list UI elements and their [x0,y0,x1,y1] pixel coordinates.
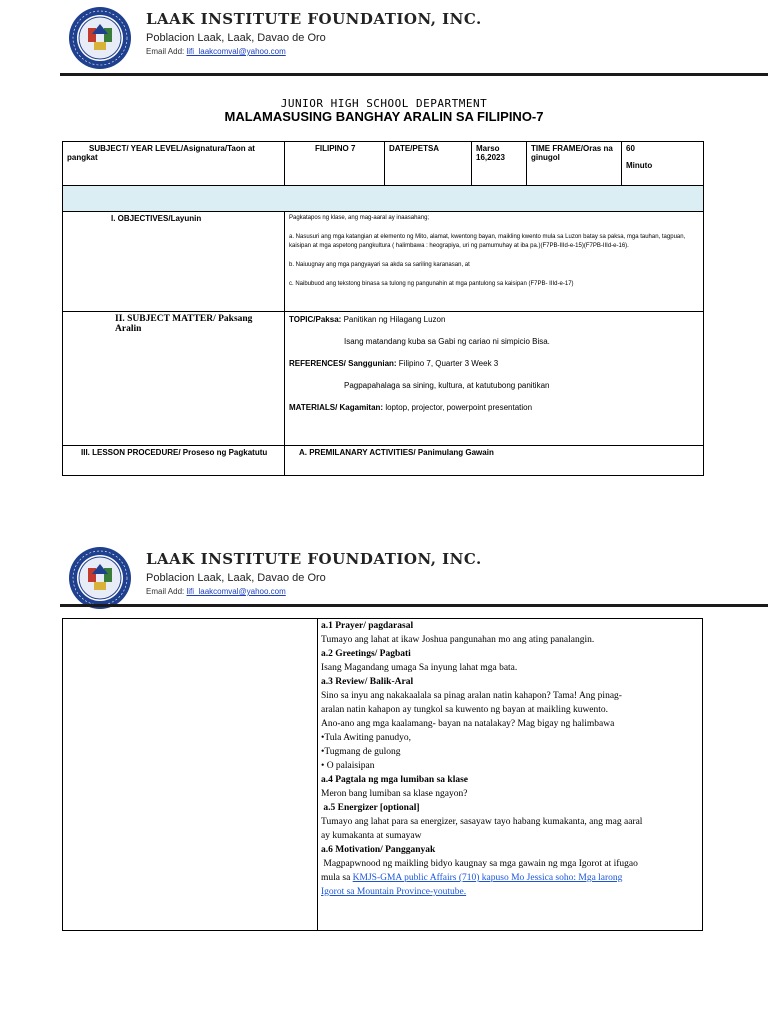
institution-address: Poblacion Laak, Laak, Davao de Oro [146,32,326,44]
blue-band-row [63,186,704,212]
motivation-text-1: Magpapwnood ng maikling bidyo kaugnay sa mga gawain ng mga Igorot at ifugao [321,859,638,869]
energizer-text-1: Tumayo ang lahat para sa energizer, sasayaw tayo habang kumakanta, ang mag aaral [321,817,643,827]
email-link[interactable]: lifi_laakcomval@yahoo.com [186,587,286,596]
objective-b: b. Naiuugnay ang mga pangyayari sa akda sa sariling karanasan, at [289,262,470,268]
materials-label: MATERIALS/ Kagamitan: [289,403,384,412]
value-statement: Pagpapahalaga sa sining, kultura, at katutubong panitikan [344,381,550,390]
review-text-2: aralan natin kahapon ay tungkol sa kuwento ng bayan at maikling kuwento. [321,705,609,715]
procedure-label: III. LESSON PROCEDURE/ Proseso ng Pagkatutu [63,446,285,476]
attendance-text: Meron bang lumiban sa klase ngayon? [321,789,468,799]
email-link[interactable]: lifi_laakcomval@yahoo.com [186,47,286,56]
activities-table [62,618,703,931]
institution-name: LAAK INSTITUTE FOUNDATION, INC. [146,10,482,28]
header-rule-page2 [60,604,768,607]
email-label: Email Add: [146,47,185,56]
topic-value: Panitikan ng Hilagang Luzon [343,315,446,324]
activities-content [321,619,701,899]
info-row [63,142,704,186]
objectives-intro: Pagkatapos ng klase, ang mag-aaral ay inaasahang; [289,215,430,221]
date-label: DATE/PETSA [385,142,472,186]
review-item: •Tula Awiting panudyo, [321,733,411,743]
subject-matter-row [63,312,704,446]
greetings-heading: a.2 Greetings/ Pagbati [321,649,411,659]
procedure-row [63,446,704,476]
review-item: • O palaisipan [321,761,375,771]
motivation-text-prefix: mula sa [321,873,353,883]
time-label: TIME FRAME/Oras na ginugol [527,142,622,186]
institution-address: Poblacion Laak, Laak, Davao de Oro [146,572,326,584]
column-divider [317,619,318,930]
school-logo-icon [68,6,132,70]
review-text-3: Ano-ano ang mga kaalamang- bayan na natalakay? Mag bigay ng halimbawa [321,719,615,729]
subject-label: SUBJECT/ YEAR LEVEL/Asignatura/Taon at pangkat [63,142,285,186]
prayer-heading: a.1 Prayer/ pagdarasal [321,621,414,631]
topic-label: TOPIC/Paksa: [289,315,342,324]
materials-value: loptop, projector, powerpoint presentation [385,403,533,412]
plan-title: MALAMASUSING BANGHAY ARALIN SA FILIPINO-7 [224,109,544,124]
objective-a: a. Nasusuri ang mga katangian at elemento ng Mito, alamat, kwentong bayan, maikling kwento mula sa Luzon batay sa paksa, mga tauhan, tagpuan, kaisipan at mga aspetong pangkultura ( halimbawa : heograpiya, uri ng pamumuhay at iba pa.)(F7PB-IIId-e-15)(F7PB-IIId-e-16). [289,234,686,249]
video-link[interactable]: KMJS-GMA public Affairs (710) kapuso Mo Jessica soho: Mga larong [352,873,623,883]
energizer-text-2: ay kumakanta at sumayaw [321,831,422,841]
institution-email [146,587,286,596]
references-label: REFERENCES/ Sanggunian: [289,359,397,368]
institution-name: LAAK INSTITUTE FOUNDATION, INC. [146,550,482,568]
time-number: 60 [626,144,635,153]
energizer-heading: a.5 Energizer [optional] [321,803,420,813]
objectives-row [63,212,704,312]
video-link-continued[interactable]: Igorot sa Mountain Province-youtube. [321,887,467,897]
school-logo-icon [68,546,132,610]
references-value: Filipino 7, Quarter 3 Week 3 [398,359,499,368]
attendance-heading: a.4 Pagtala ng mga lumiban sa klase [321,775,469,785]
review-heading: a.3 Review/ Balik-Aral [321,677,414,687]
review-text-1: Sino sa inyu ang nakakaalala sa pinag aralan natin kahapon? Tama! Ang pinag- [321,691,622,701]
time-unit: Minuto [626,161,653,170]
date-value: Marso 16,2023 [472,142,527,186]
objectives-label: I. OBJECTIVES/Layunin [63,212,285,312]
subject-matter-label: II. SUBJECT MATTER/ Paksang Aralin [63,312,285,446]
subject-value: FILIPINO 7 [285,142,385,186]
review-item: •Tugmang de gulong [321,747,401,757]
subject-matter-content [285,312,704,446]
motivation-heading: a.6 Motivation/ Pangganyak [321,845,436,855]
objectives-content [285,212,704,312]
department-title: JUNIOR HIGH SCHOOL DEPARTMENT [280,97,488,110]
greetings-text: Isang Magandang umaga Sa inyung lahat mga bata. [321,663,518,673]
time-value [622,142,704,186]
institution-email [146,47,286,56]
objective-c: c. Naibubuod ang tekstong binasa sa tulong ng pangunahin at mga pantulong sa kaisipan (F7PB- IIId-e-17) [289,281,574,287]
email-label: Email Add: [146,587,185,596]
premilinary-label: A. PREMILANARY ACTIVITIES/ Panimulang Gawain [285,446,704,476]
letterhead [0,6,700,76]
story-title: Isang matandang kuba sa Gabi ng cariao ni simpicio Bisa. [344,337,550,346]
prayer-text: Tumayo ang lahat at ikaw Joshua pangunahan mo ang ating panalangin. [321,635,595,645]
header-rule [60,73,768,76]
lesson-plan-table [62,141,704,476]
